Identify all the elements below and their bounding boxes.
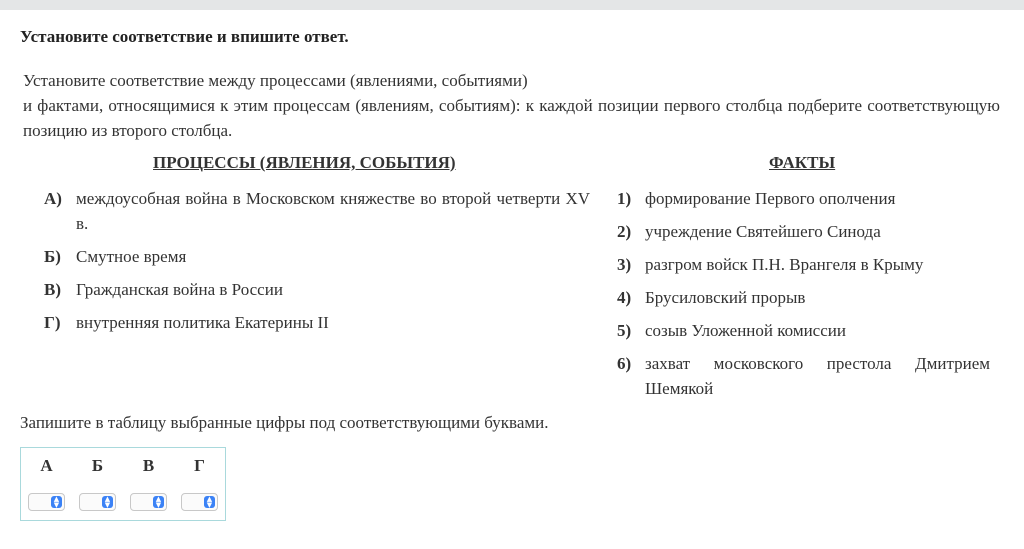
answer-select-b[interactable]	[79, 493, 116, 511]
facts-list	[617, 186, 990, 409]
fact-text: формирование Первого ополчения	[645, 189, 896, 208]
answer-select-row	[21, 484, 226, 521]
updown-chevron-icon: ▲ ▼	[102, 496, 113, 508]
process-text: Смутное время	[76, 247, 187, 266]
top-bar	[0, 0, 1024, 10]
answer-header-row	[21, 448, 226, 485]
answer-select-v[interactable]	[130, 493, 167, 511]
task-line-2: и фактами, относящимися к этим процессам (явлениям, событиям): к каждой позиции первого столбца подберите соответствующую позицию из второго столбца.	[23, 96, 1000, 140]
answer-cell-v	[123, 484, 174, 521]
fact-text: Брусиловский прорыв	[645, 288, 806, 307]
fact-text: захват московского престола Дмитрием Шемякой	[645, 354, 990, 398]
updown-chevron-icon: ▲ ▼	[153, 496, 164, 508]
fact-number: 5)	[617, 321, 632, 340]
fact-number: 2)	[617, 222, 632, 241]
updown-chevron-icon: ▲ ▼	[204, 496, 215, 508]
write-note: Запишите в таблицу выбранные цифры под соответствующими буквами.	[20, 413, 549, 432]
answer-letter-v: В	[142, 456, 155, 475]
answer-select-g[interactable]	[181, 493, 218, 511]
process-item-b	[44, 244, 590, 269]
answer-cell-b	[72, 484, 123, 521]
fact-item-1	[617, 186, 990, 211]
processes-list	[44, 186, 590, 343]
process-text: внутренняя политика Екатерины II	[76, 313, 329, 332]
fact-text: созыв Уложенной комиссии	[645, 321, 846, 340]
answer-cell-g	[174, 484, 226, 521]
process-letter: Б)	[44, 247, 61, 266]
fact-number: 3)	[617, 255, 632, 274]
answer-cell-a	[21, 484, 73, 521]
process-letter: В)	[44, 280, 61, 299]
fact-item-4	[617, 285, 990, 310]
processes-column-title: ПРОЦЕССЫ (ЯВЛЕНИЯ, СОБЫТИЯ)	[153, 153, 456, 172]
updown-chevron-icon: ▲ ▼	[51, 496, 62, 508]
process-text: междоусобная война в Московском княжестве во второй четверти XV в.	[76, 189, 590, 233]
process-text: Гражданская война в России	[76, 280, 283, 299]
fact-item-3	[617, 252, 990, 277]
fact-item-2	[617, 219, 990, 244]
fact-item-5	[617, 318, 990, 343]
answer-letter-g: Г	[194, 456, 205, 475]
task-text	[23, 68, 1000, 143]
answer-select-a[interactable]	[28, 493, 65, 511]
answer-letter-b: Б	[91, 456, 104, 475]
fact-text: разгром войск П.Н. Врангеля в Крыму	[645, 255, 924, 274]
process-item-a	[44, 186, 590, 236]
fact-text: учреждение Святейшего Синода	[645, 222, 881, 241]
process-item-g	[44, 310, 590, 335]
fact-number: 6)	[617, 354, 632, 373]
process-letter: Г)	[44, 313, 61, 332]
process-item-v	[44, 277, 590, 302]
instruction-title: Установите соответствие и впишите ответ.	[20, 27, 349, 46]
answer-table	[20, 447, 226, 521]
fact-item-6	[617, 351, 990, 401]
fact-number: 4)	[617, 288, 632, 307]
process-letter: А)	[44, 189, 62, 208]
answer-letter-a: А	[40, 456, 53, 475]
facts-column-title: ФАКТЫ	[769, 153, 836, 172]
task-line-1: Установите соответствие между процессами (явлениями, событиями)	[23, 71, 528, 90]
fact-number: 1)	[617, 189, 632, 208]
